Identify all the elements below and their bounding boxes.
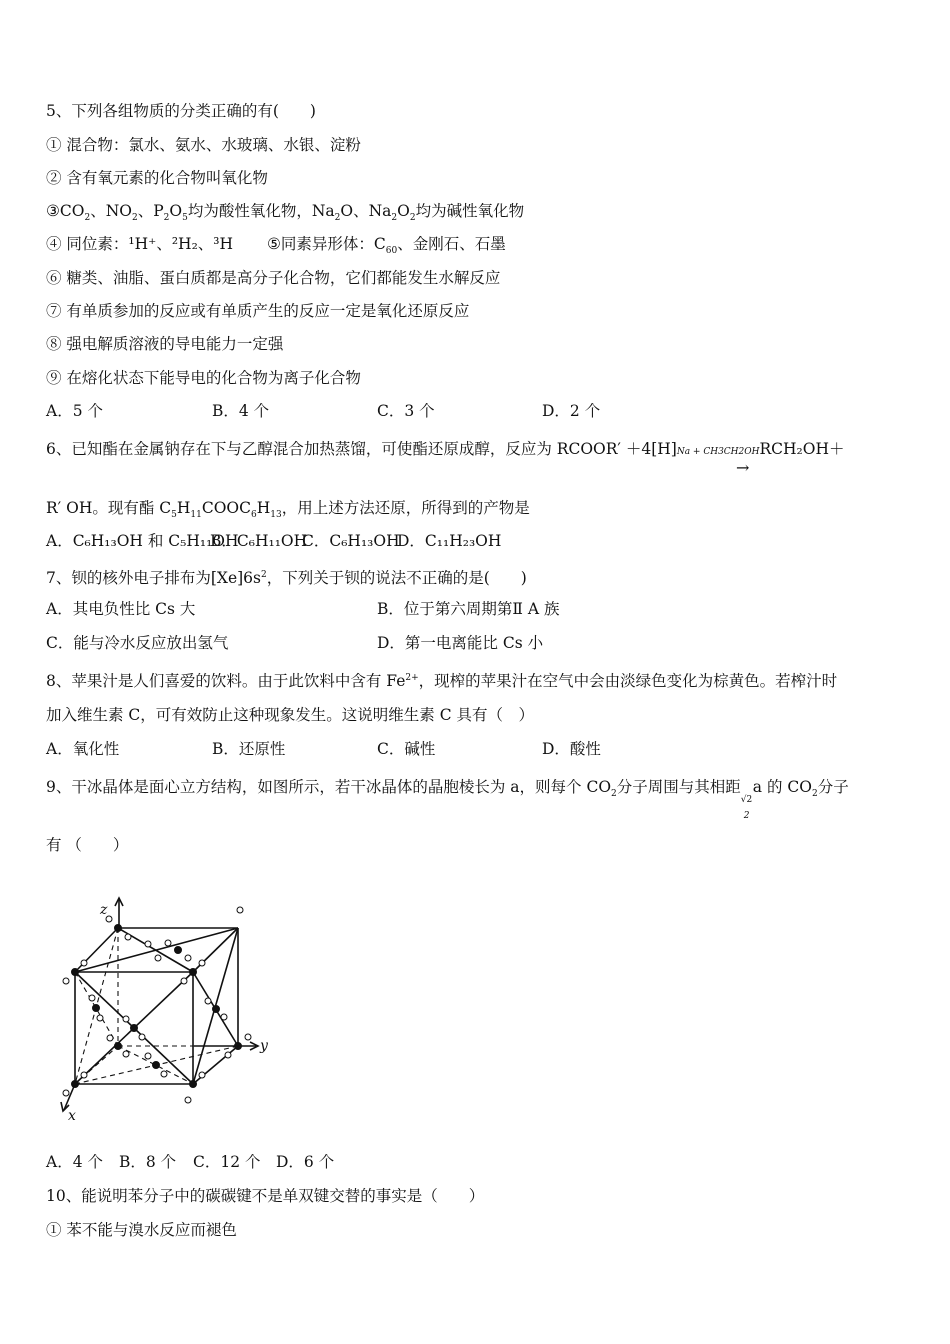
q5-option-a[interactable]: A．5 个 — [46, 402, 103, 420]
q5-item-2: ② 含有氧元素的化合物叫氧化物 — [46, 169, 268, 187]
q9-option-b[interactable]: B．8 个 — [119, 1153, 177, 1171]
q6-option-b[interactable]: B．C₆H₁₁OH — [210, 532, 308, 550]
q6-reaction-condition: Na + CH3CH2OH — [676, 447, 760, 457]
q7-stem: 7、钡的核外电子排布为$[Xe]6s^2$，下列关于钡的说法不正确的是( ) — [46, 569, 527, 588]
q9-option-c[interactable]: C．12 个 — [193, 1153, 261, 1171]
q5-option-b[interactable]: B．4 个 — [212, 402, 270, 420]
q6-option-d[interactable]: D．C₁₁H₂₃OH — [397, 532, 502, 550]
q7-option-c[interactable]: C．能与冷水反应放出氢气 — [46, 634, 229, 652]
q6-stem-line2: R′ OH。现有酯 $C_5H_{11}COOC_6H_{13}$，用上述方法还原，所得到的产物是 — [46, 499, 530, 521]
q8-stem: 8、苹果汁是人们喜爱的饮料。由于此饮料中含有 $Fe^{2+}$，现榨的苹果汁在空气中会由淡绿色变化为棕黄色。若榨汁时 — [46, 672, 838, 691]
q7-option-d[interactable]: D．第一电离能比 Cs 小 — [377, 634, 544, 652]
q9-option-d[interactable]: D．6 个 — [276, 1153, 335, 1171]
q5-option-c[interactable]: C．3 个 — [377, 402, 435, 420]
dry-ice-unit-cell-figure — [48, 888, 280, 1134]
q6-option-a[interactable]: A．C₆H₁₃OH 和 C₅H₁₁OH — [46, 532, 239, 550]
q8-option-c[interactable]: C．碱性 — [377, 740, 436, 758]
q5-item-4: ④ 同位素：¹H⁺、²H₂、³H — [46, 235, 234, 253]
q6-stem: 6、已知酯在金属钠存在下与乙醇混合加热蒸馏，可使酯还原成醇，反应为 RCOOR′ ＋4[H]Na + CH3CH2OHRCH₂OH＋ — [46, 440, 845, 458]
q7-option-a[interactable]: A．其电负性比 Cs 大 — [46, 600, 196, 618]
q5-item-3: $③CO_2$、$NO_2$、$P_2O_5$均为酸性氧化物，$Na_2O$、$Na_2O_2$均为碱性氧化物 — [46, 202, 525, 224]
q5-item-6: ⑥ 糖类、油脂、蛋白质都是高分子化合物，它们都能发生水解反应 — [46, 269, 501, 287]
q10-item-1: ① 苯不能与溴水反应而褪色 — [46, 1221, 237, 1239]
q5-item-4-5: ④ 同位素：¹H⁺、²H₂、³H ⑤同素异形体：$C_{60}$、金刚石、石墨 — [46, 235, 506, 257]
axis-label-z: z — [100, 902, 108, 918]
q5-item-7: ⑦ 有单质参加的反应或有单质产生的反应一定是氧化还原反应 — [46, 302, 470, 320]
q6-option-c[interactable]: C．C₆H₁₃OH — [302, 532, 400, 550]
q5-item-9: ⑨ 在熔化状态下能导电的化合物为离子化合物 — [46, 369, 361, 387]
axis-label-y: y — [260, 1038, 268, 1054]
q5-item-5: ⑤同素异形体：C — [267, 235, 386, 253]
q10-stem: 10、能说明苯分子中的碳碳键不是单双键交替的事实是（ ） — [46, 1187, 485, 1205]
q9-option-a[interactable]: A．4 个 — [46, 1153, 103, 1171]
q8-option-d[interactable]: D．酸性 — [542, 740, 601, 758]
q8-stem-line2: 加入维生素 C，可有效防止这种现象发生。这说明维生素 C 具有（ ） — [46, 706, 535, 724]
reaction-arrow-icon: → — [736, 458, 750, 477]
x-axis — [64, 1084, 75, 1110]
q5-item-1: ① 混合物：氯水、氨水、水玻璃、水银、淀粉 — [46, 136, 361, 154]
q9-stem: 9、干冰晶体是面心立方结构，如图所示，若干冰晶体的晶胞棱长为 a，则每个 $CO_2$分子周围与其相距 √2 2 a 的 $CO_2$分子 — [46, 777, 849, 804]
q8-option-a[interactable]: A．氧化性 — [46, 740, 120, 758]
sqrt2-denominator: 2 — [743, 811, 750, 821]
q5-option-d[interactable]: D．2 个 — [542, 402, 601, 420]
q8-option-b[interactable]: B．还原性 — [212, 740, 286, 758]
q9-stem-line2: 有 （ ） — [46, 836, 129, 854]
sqrt2-numerator: √2 — [740, 795, 753, 805]
axis-label-x: x — [68, 1108, 76, 1124]
q5-stem: 5、下列各组物质的分类正确的有( ) — [46, 102, 316, 120]
q7-option-b[interactable]: B．位于第六周期第Ⅱ A 族 — [377, 600, 560, 618]
q5-item-8: ⑧ 强电解质溶液的导电能力一定强 — [46, 335, 284, 353]
